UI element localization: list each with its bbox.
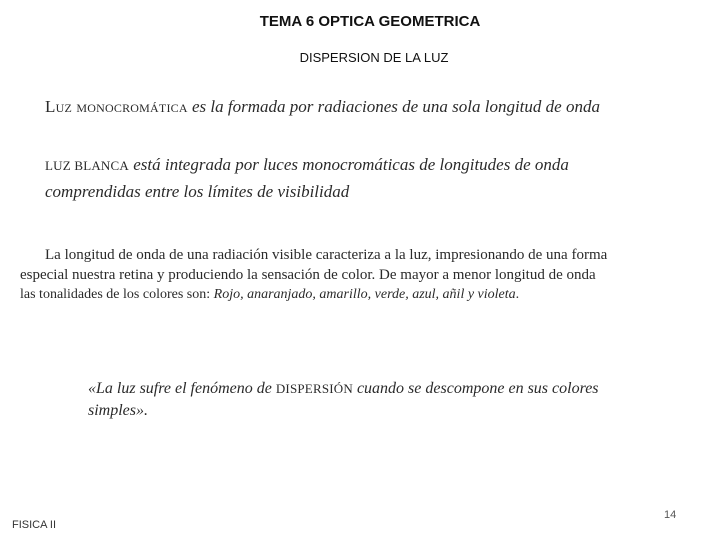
term-dispersion: DISPERSIÓN (275, 381, 353, 396)
paragraph-white-light (45, 152, 705, 205)
wavelength-line-3 (20, 285, 710, 305)
paragraph-dispersion-quote (88, 378, 648, 422)
dispersion-quote-start: «La luz sufre el fenómeno de (88, 380, 276, 397)
color-list: Rojo, anaranjado, amarillo, verde, azul, añil y violeta (213, 287, 516, 302)
term-white-light: LUZ BLANCA (45, 158, 129, 173)
slide-subtitle: DISPERSION DE LA LUZ (299, 50, 449, 65)
white-light-definition-line2: comprendidas entre los límites de visibilidad (45, 182, 350, 201)
paragraph-wavelength-color (20, 245, 710, 305)
wavelength-line-2: especial nuestra retina y produciendo la sensación de color. De mayor a menor longitud de onda (20, 267, 596, 283)
paragraph-monochromatic-light (45, 96, 705, 118)
slide-title: TEMA 6 OPTICA GEOMETRICA (259, 13, 481, 30)
monochromatic-definition: es la formada por radiaciones de una sola longitud de onda (187, 97, 600, 116)
colors-intro: las tonalidades de los colores son: (20, 287, 214, 302)
colors-end: . (515, 287, 520, 302)
term-monochromatic-light: Luz monocromática (45, 97, 188, 116)
wavelength-line-1: La longitud de onda de una radiación visible caracteriza a la luz, impresionando de una forma (45, 247, 608, 263)
white-light-definition-line1: está integrada por luces monocromáticas de longitudes de onda (128, 155, 569, 174)
page-number: 14 (664, 509, 677, 521)
footer-course-label: FISICA II (12, 519, 57, 531)
dispersion-quote-end: cuando se descompone en sus colores simples». (88, 380, 599, 419)
